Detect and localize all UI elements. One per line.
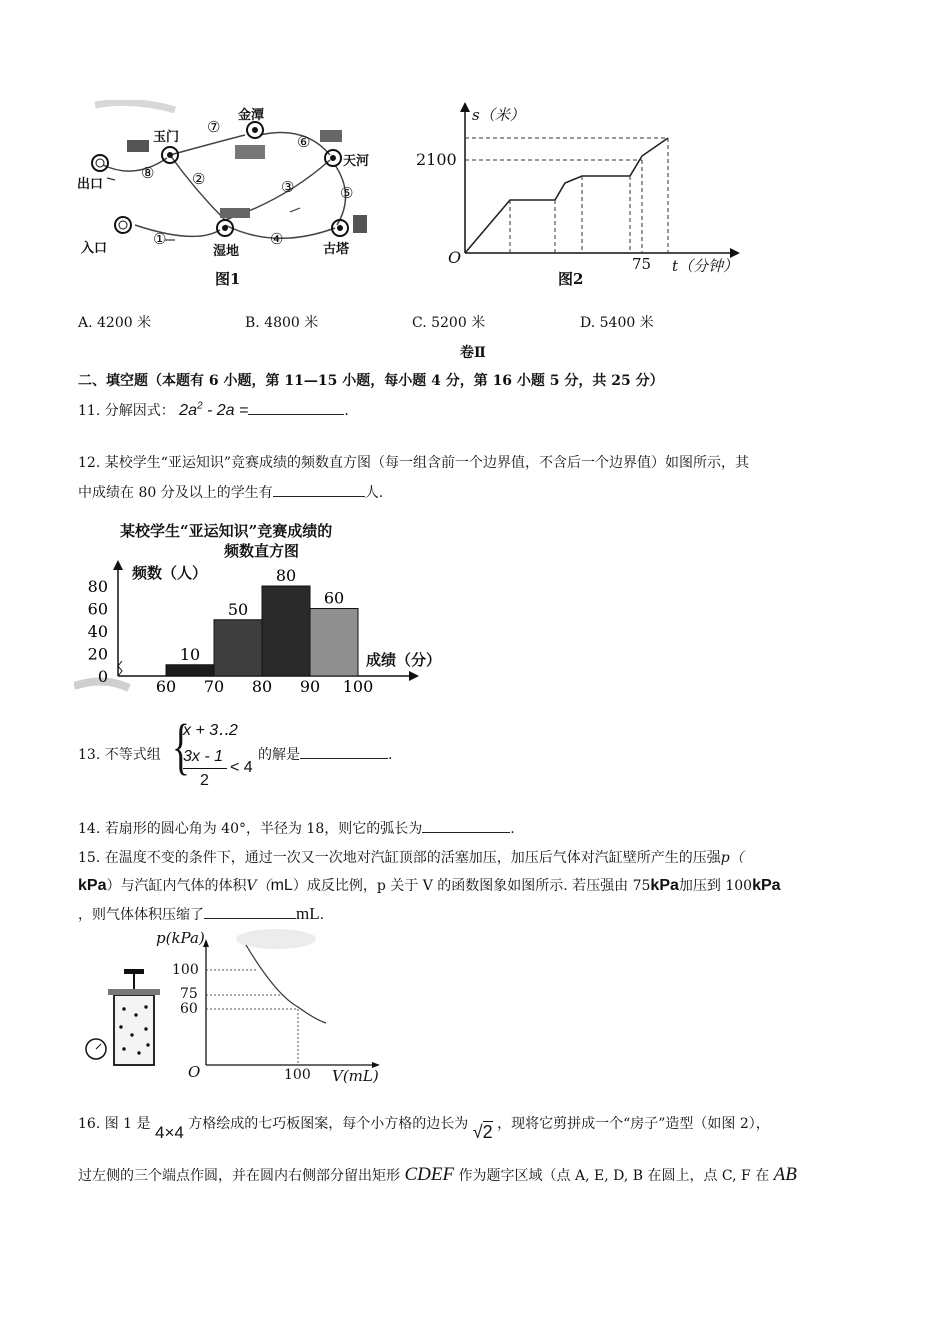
q15-answer-blank[interactable]	[204, 904, 296, 919]
q12-line2-suffix: 人.	[364, 485, 384, 501]
s-axis-tick-2100: 2100	[416, 150, 457, 169]
station-label-wetland: 湿地	[213, 244, 240, 259]
route-label-4: ④	[270, 230, 284, 248]
q15-line2g: 加压到 100	[678, 878, 753, 894]
q14-suffix: .	[510, 821, 515, 837]
q15-line3	[78, 904, 324, 924]
q13-ineq2-denominator: 2	[200, 772, 209, 789]
q14-text: 14. 若扇形的圆心角为 40°，半径为 18，则它的弧长为	[78, 821, 423, 837]
figure1-caption: 图1	[215, 270, 241, 288]
histogram-bar	[214, 620, 262, 676]
q11-expr-a: 2a	[179, 402, 197, 419]
figure2-caption: 图2	[558, 270, 584, 288]
q13-answer-blank[interactable]	[300, 744, 388, 759]
histogram-figure	[74, 516, 442, 700]
route-label-8: ⑧	[141, 164, 155, 182]
q13-fraction-bar	[183, 768, 227, 769]
q14-answer-blank[interactable]	[422, 818, 510, 833]
q13-suffix-b: .	[388, 747, 393, 763]
q16-line2a: 过左侧的三个端点作圆，并在圆内右侧部分留出矩形	[78, 1168, 400, 1184]
q16-segment: AB	[773, 1164, 797, 1185]
histogram-y-arrow	[113, 560, 123, 570]
q15-line1a: 15. 在温度不变的条件下，通过一次又一次地对汽缸顶部的活塞加压，加压后气体对汽缸壁所产生的压强	[78, 850, 721, 866]
v-tick-100: 100	[284, 1067, 311, 1083]
q13-suffix-a: 的解是	[258, 747, 300, 763]
station-label-entrance: 入口	[81, 241, 108, 256]
histogram-x-label: 成绩（分）	[366, 651, 442, 669]
histogram-y-tick: 40	[87, 622, 108, 641]
station-label-tianhe: 天河	[343, 154, 370, 169]
q15-unit-kpa-2: kPa	[650, 877, 679, 894]
q15-line2b: ）与汽缸内气体的体积	[106, 878, 247, 894]
q12-line2	[78, 482, 383, 502]
q15-line1	[78, 847, 744, 867]
histogram-title-line2: 频数直方图	[224, 542, 300, 560]
section-heading: 二、填空题（本题有 6 小题，第 11—15 小题，每小题 4 分，第 16 小题 5 分，共 25 分）	[78, 373, 664, 389]
q16-line1a: 16. 图 1 是	[78, 1116, 151, 1132]
p-tick-60: 60	[180, 1001, 198, 1017]
v-axis-label: V(mL)	[332, 1067, 379, 1085]
station-label-pagoda: 古塔	[323, 242, 350, 257]
option-d: D. 5400 米	[580, 315, 654, 331]
option-b: B. 4800 米	[245, 315, 319, 331]
histogram-bar	[166, 665, 214, 676]
histogram-y-tick: 60	[87, 599, 108, 619]
q15-unit-kpa: kPa	[78, 877, 107, 894]
histogram-y-tick: 80	[87, 577, 108, 596]
q16-sqrt: √2	[472, 1122, 493, 1142]
histogram-x-arrow	[409, 671, 419, 681]
histogram-bar-value: 10	[179, 644, 201, 664]
q13-prefix: 13. 不等式组	[78, 747, 161, 763]
q15-line2e: ）成反比例，p 关于 V 的函数图象如图所示. 若压强由 75	[292, 878, 651, 894]
q11	[78, 400, 349, 420]
histogram-y-tick: 20	[87, 644, 108, 664]
q13-suffix	[258, 744, 392, 764]
station-label-yumen: 玉门	[153, 130, 180, 145]
t-axis-label: t（分钟）	[672, 257, 739, 275]
histogram-x-tick: 100	[342, 677, 374, 696]
pressure-volume-drawing	[76, 925, 396, 1090]
q16-sqrt-value: 2	[482, 1122, 493, 1142]
origin-label: O	[448, 248, 462, 267]
q15-line2	[78, 875, 781, 895]
q13-inequality-1: x + 3‥2	[183, 722, 238, 739]
histogram-title-line1: 某校学生“亚运知识”竞赛成绩的	[120, 522, 333, 540]
pressure-volume-figure	[76, 925, 396, 1090]
option-a: A. 4200 米	[78, 315, 152, 331]
q15-unit-ml-2: mL	[296, 904, 320, 923]
histogram-y-label: 频数（人）	[132, 564, 208, 582]
q16-line1	[78, 1112, 770, 1142]
route-label-1: ①	[153, 230, 167, 248]
histogram-bar-value: 80	[275, 566, 297, 585]
q16-line1c: ，现将它剪拼成一个“房子”造型（如图 2），	[497, 1116, 770, 1132]
q16-line1b: 方格绘成的七巧板图案，每个小方格的边长为	[188, 1116, 469, 1132]
t-axis-tick-75: 75	[632, 255, 652, 273]
station-label-exit: 出口	[77, 177, 104, 192]
section-title: 卷Ⅱ	[460, 345, 486, 361]
q16-line2	[78, 1164, 797, 1186]
station-label-jintan: 金潭	[238, 108, 265, 123]
q15-unit-ml: mL	[270, 877, 293, 894]
histogram-bar-value: 60	[323, 588, 345, 608]
histogram-y-tick: 0	[97, 667, 108, 686]
histogram-bar-value: 50	[227, 599, 249, 619]
histogram-bar	[262, 586, 310, 676]
option-c: C. 5200 米	[412, 315, 486, 331]
q11-answer-blank[interactable]	[248, 400, 344, 415]
q14	[78, 818, 515, 838]
route-label-5: ⑤	[340, 184, 354, 202]
q15-line1b: p（	[720, 850, 744, 866]
histogram-x-tick: 70	[203, 677, 225, 696]
q16-rect: CDEF	[404, 1164, 455, 1185]
route-label-2: ②	[192, 170, 206, 188]
q11-suffix: .	[344, 403, 349, 419]
q15-line3a: ，则气体体积压缩了	[78, 907, 204, 923]
route-label-6: ⑥	[297, 133, 311, 151]
s-axis-label: s（米）	[472, 106, 525, 124]
histogram-x-tick: 80	[251, 677, 273, 696]
histogram-bar	[310, 609, 358, 677]
p-axis-label: p(kPa)	[156, 929, 205, 947]
histogram-chart	[74, 516, 434, 700]
histogram-x-tick: 90	[299, 677, 321, 696]
q11-exponent: 2	[196, 400, 203, 412]
figure-route-map	[75, 100, 395, 295]
q16-grid-size: 4×4	[154, 1123, 184, 1142]
q13-brace: {	[171, 713, 190, 781]
route-label-3: ③	[281, 178, 295, 196]
q12-line2-prefix: 中成绩在 80 分及以上的学生有	[78, 485, 273, 501]
route-label-7: ⑦	[207, 118, 221, 136]
q15-line2c: V（	[246, 878, 271, 894]
p-tick-100: 100	[172, 962, 199, 978]
q13-ineq2-numerator: 3x - 1	[183, 748, 224, 765]
q11-prefix: 11. 分解因式：	[78, 403, 175, 419]
q15-unit-kpa-3: kPa	[752, 877, 781, 894]
q12-line1: 12. 某校学生“亚运知识”竞赛成绩的频数直方图（每一组含前一个边界值，不含后一个边界值）如图所示，其	[78, 455, 750, 471]
q11-expr-b: - 2a =	[202, 402, 249, 419]
q11-expression	[179, 402, 248, 419]
q12-answer-blank[interactable]	[273, 482, 365, 497]
histogram-x-tick: 60	[155, 677, 177, 696]
p-tick-75: 75	[180, 986, 198, 1002]
q15-line3c: .	[319, 907, 325, 923]
figure-distance-time-graph	[410, 98, 750, 298]
pv-origin-label: O	[188, 1063, 201, 1081]
q13-ineq2-relation: < 4	[230, 759, 253, 776]
q16-line2b: 作为题字区域（点 A, E, D, B 在圆上，点 C, F 在	[458, 1168, 770, 1184]
